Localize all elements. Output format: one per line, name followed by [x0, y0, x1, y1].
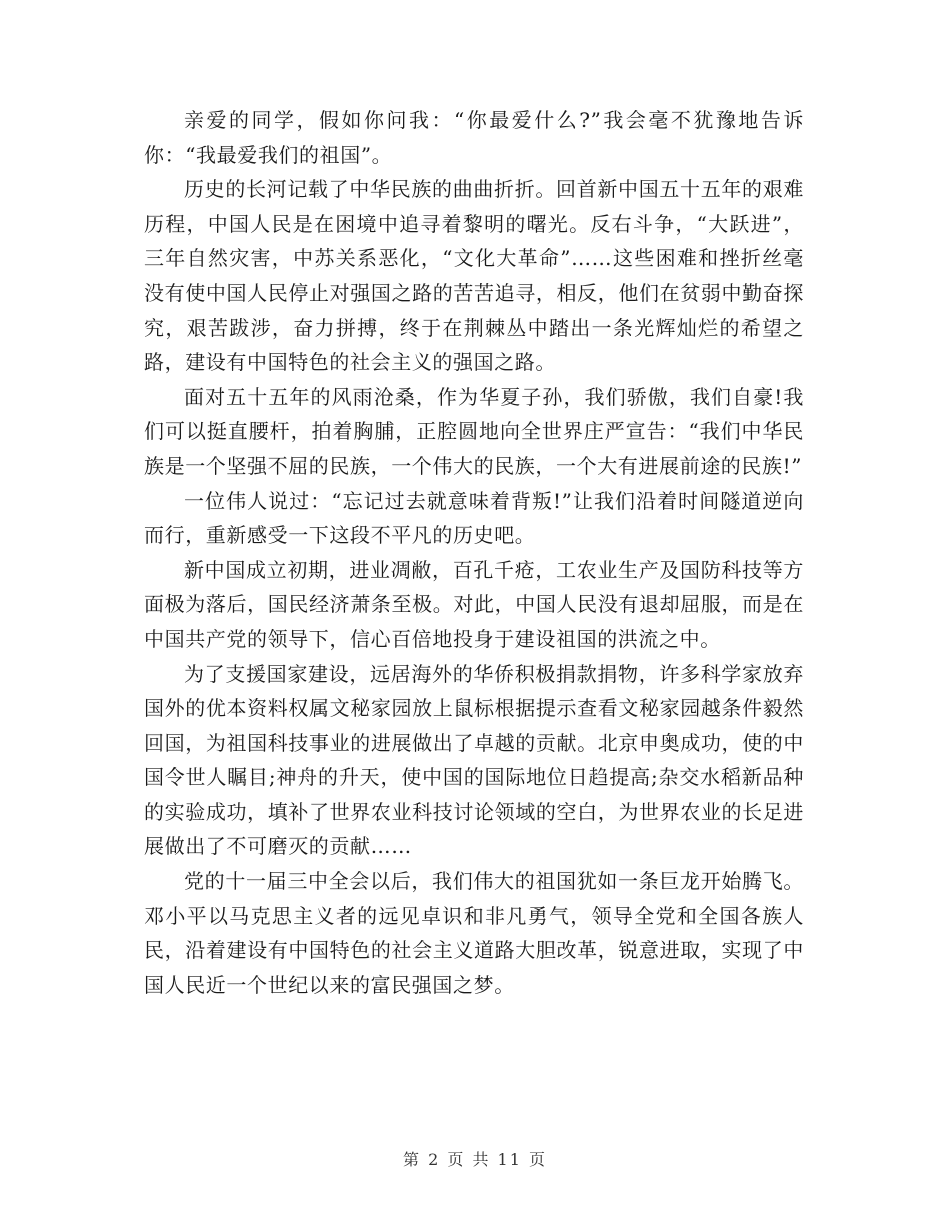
paragraph-5: 新中国成立初期，进业凋敝，百孔千疮，工农业生产及国防科技等方面极为落后，国民经济萧条至极。对此，中国人民没有退却屈服，而是在中国共产党的领导下，信心百倍地投身于建设祖国的洪流之中。 [144, 557, 804, 651]
document-body [144, 103, 804, 1002]
paragraph-3: 面对五十五年的风雨沧桑，作为华夏子孙，我们骄傲，我们自豪!我们可以挺直腰杆，拍着胸脯，正腔圆地向全世界庄严宣告：“我们中华民族是一个坚强不屈的民族，一个伟大的民族，一个大有进展前途的民族!” [144, 384, 804, 478]
paragraph-2: 历史的长河记载了中华民族的曲曲折折。回首新中国五十五年的艰难历程，中国人民是在困境中追寻着黎明的曙光。反右斗争，“大跃进”，三年自然灾害，中苏关系恶化，“文化大革命”……这些困难和挫折丝毫没有使中国人民停止对强国之路的苦苦追寻，相反，他们在贫弱中勤奋探究，艰苦跋涉，奋力拼搏，终于在荆棘丛中踏出一条光辉灿烂的希望之路，建设有中国特色的社会主义的强国之路。 [144, 177, 804, 375]
paragraph-7: 党的十一届三中全会以后，我们伟大的祖国犹如一条巨龙开始腾飞。邓小平以马克思主义者的远见卓识和非凡勇气，领导全党和全国各族人民，沿着建设有中国特色的社会主义道路大胆改革，锐意进取，实现了中国人民近一个世纪以来的富民强国之梦。 [144, 869, 804, 997]
paragraph-6: 为了支援国家建设，远居海外的华侨积极捐款捐物，许多科学家放弃国外的优本资料权属文秘家园放上鼠标根据提示查看文秘家园越条件毅然回国，为祖国科技事业的进展做出了卓越的贡献。北京申奥成功，使的中国令世人瞩目;神舟的升天，使中国的国际地位日趋提高;杂交水稻新品种的实验成功，填补了世界农业科技讨论领域的空白，为世界农业的长足进展做出了不可磨灭的贡献…… [144, 661, 804, 859]
paragraph-4: 一位伟人说过：“忘记过去就意味着背叛!”让我们沿着时间隧道逆向而行，重新感受一下这段不平凡的历史吧。 [144, 488, 804, 548]
paragraph-1: 亲爱的同学，假如你问我：“你最爱什么?”我会毫不犹豫地告诉你：“我最爱我们的祖国”。 [144, 108, 804, 167]
page-number-footer: 第 2 页 共 11 页 [403, 1150, 547, 1169]
